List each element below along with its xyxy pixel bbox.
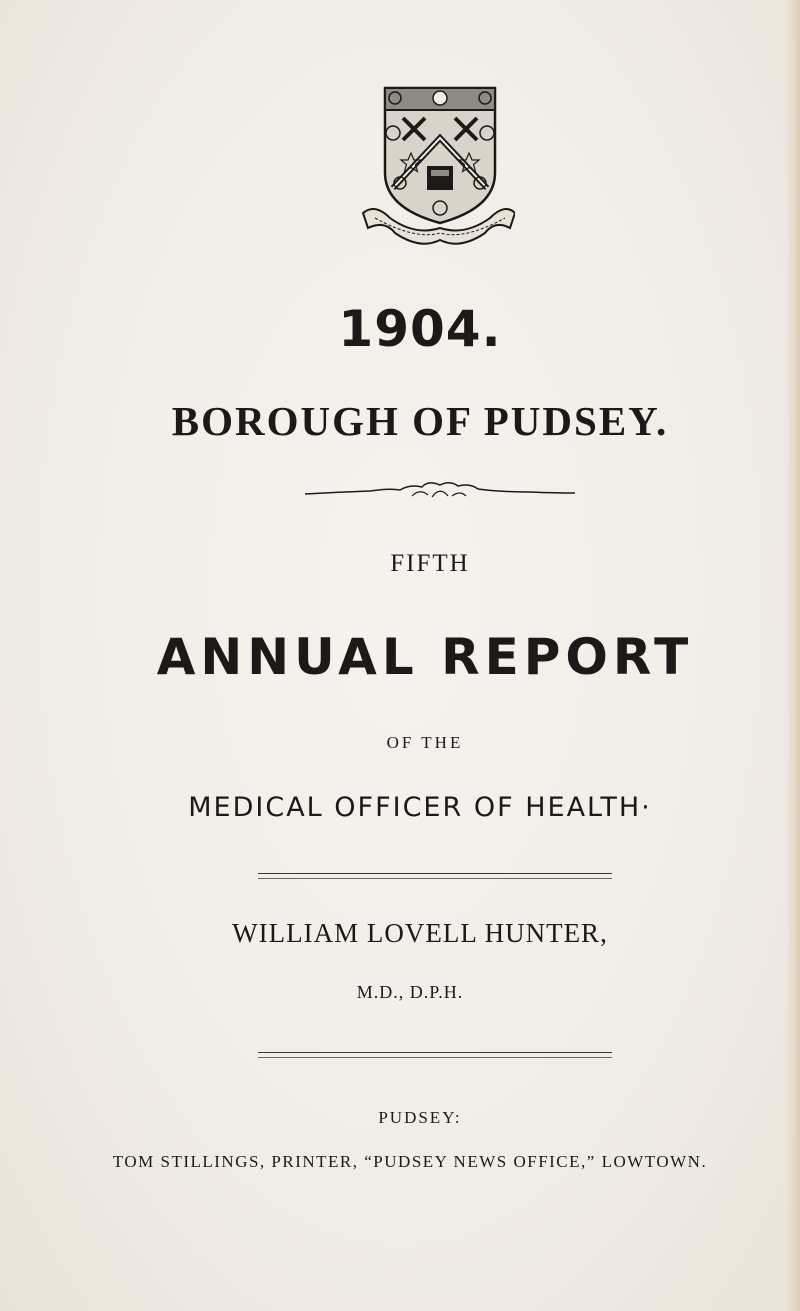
publication-place: PUDSEY: bbox=[378, 1108, 462, 1127]
printer-imprint: TOM STILLINGS, PRINTER, “PUDSEY NEWS OFFICE,” LOWTOWN. bbox=[112, 1152, 708, 1171]
divider-rule-lower bbox=[258, 1052, 612, 1053]
ornament-flourish-icon bbox=[300, 478, 580, 508]
officer-title: MEDICAL OFFICER OF HEALTH· bbox=[188, 792, 652, 823]
divider-rule-lower-thin bbox=[258, 1057, 612, 1058]
borough-crest-icon bbox=[355, 78, 515, 248]
borough-name: BOROUGH OF PUDSEY. bbox=[171, 398, 669, 444]
of-the-text: OF THE bbox=[386, 733, 464, 752]
divider-rule bbox=[258, 873, 612, 874]
divider-rule-thin bbox=[258, 878, 612, 879]
report-ordinal: FIFTH bbox=[390, 550, 470, 577]
author-degrees: M.D., D.P.H. bbox=[356, 982, 464, 1002]
author-name: WILLIAM LOVELL HUNTER, bbox=[232, 918, 608, 948]
report-year: 1904. bbox=[338, 300, 502, 358]
report-title: ANNUAL REPORT bbox=[156, 628, 694, 686]
